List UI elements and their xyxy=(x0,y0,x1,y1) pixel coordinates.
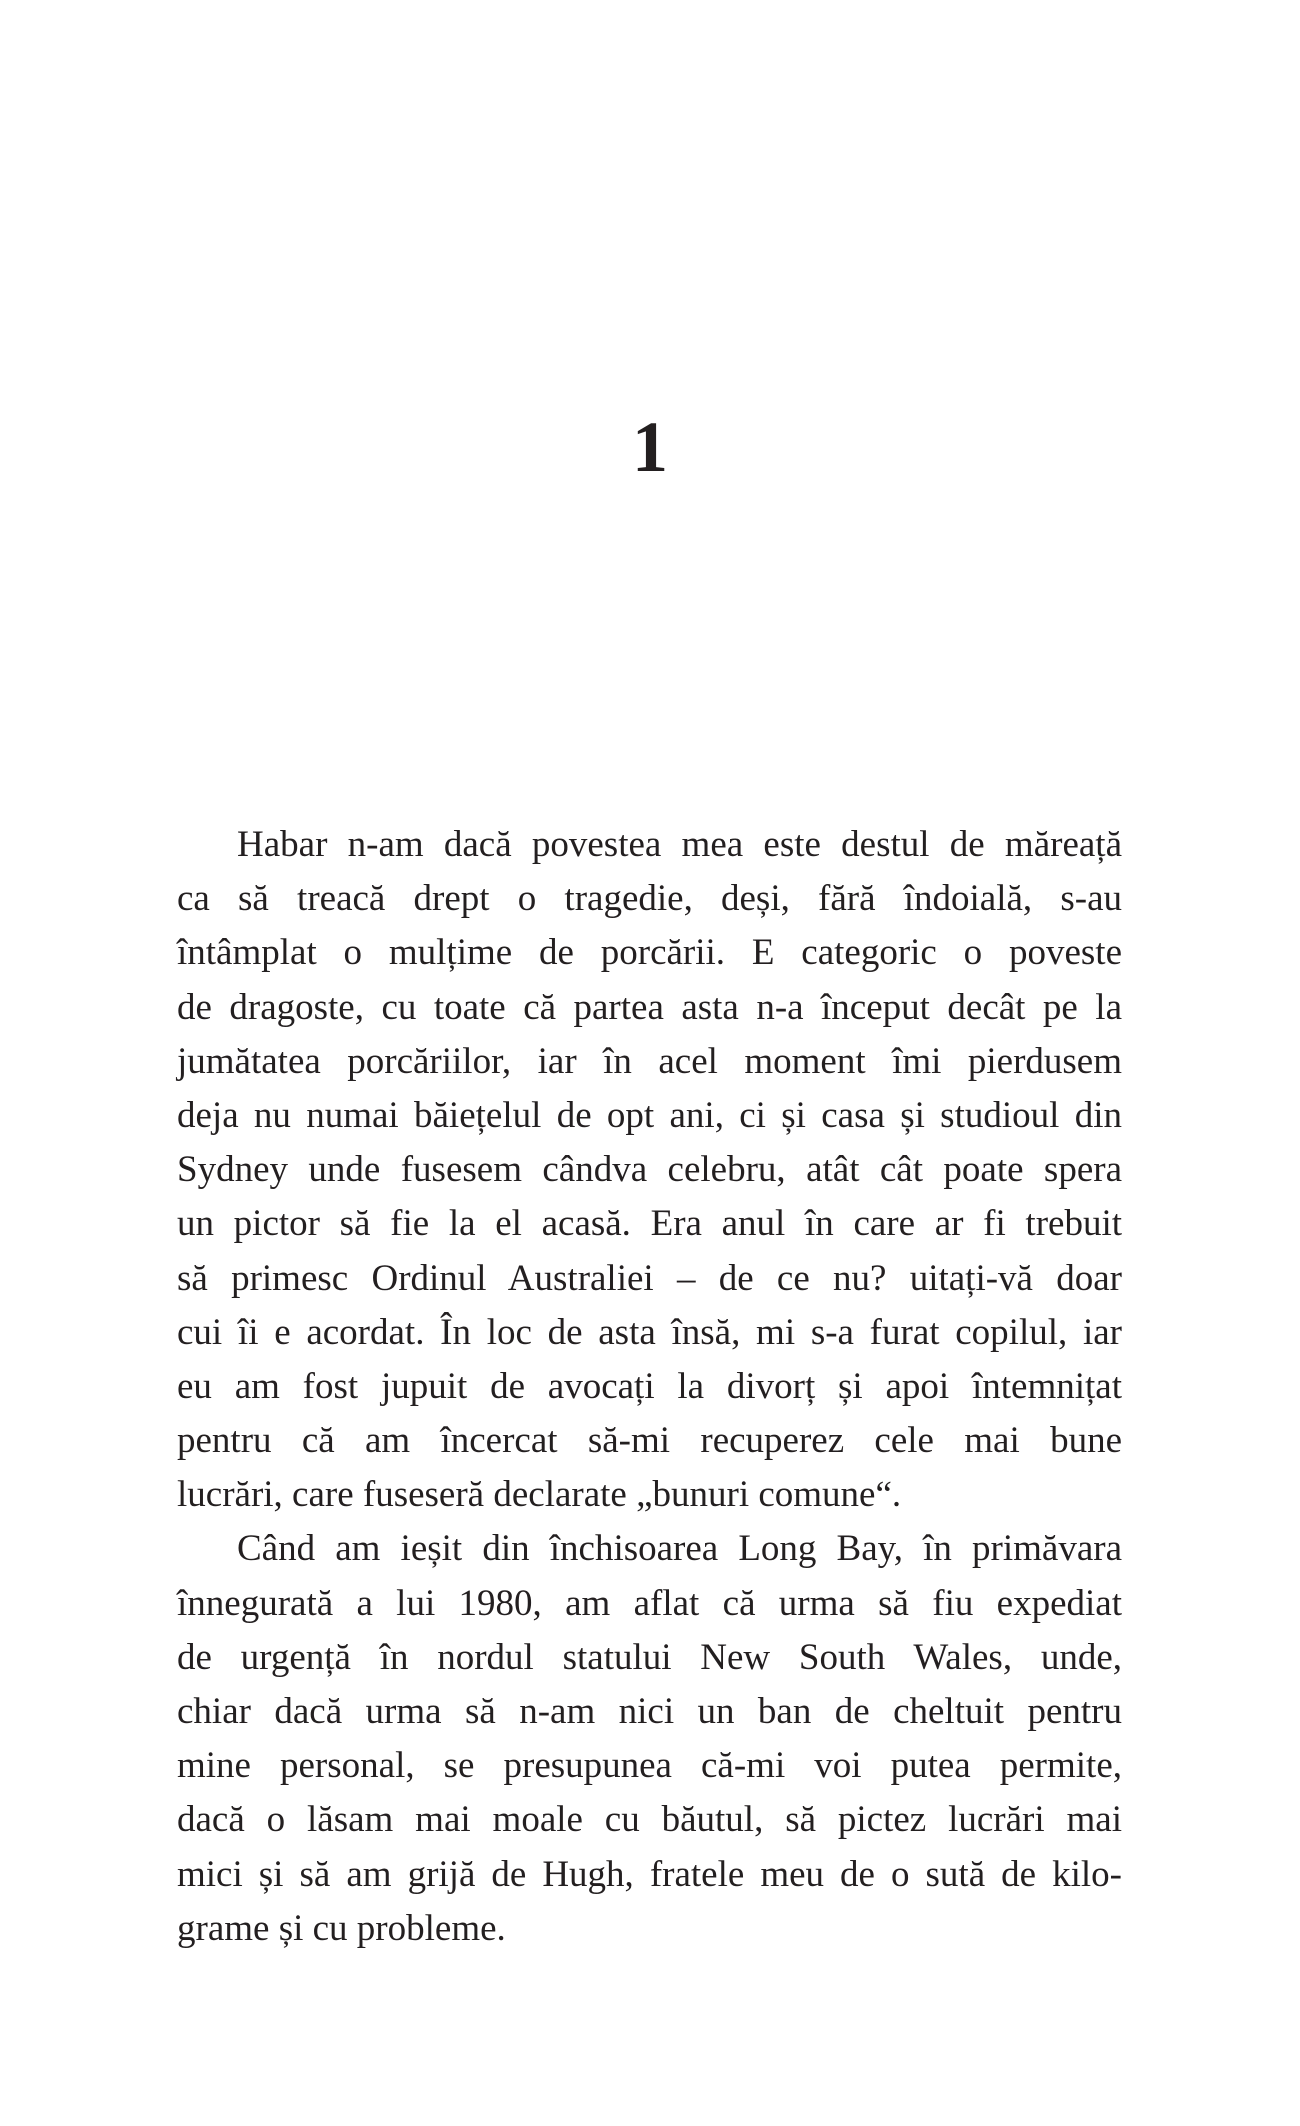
text-line: mici și să am grijă de Hugh, fratele meu de o sută de kilo- xyxy=(177,1853,1122,1895)
paragraph xyxy=(177,818,1122,1522)
text-line: ca să treacă drept o tragedie, deși, fără îndoială, s-au xyxy=(177,878,1122,920)
text-line: mine personal, se presupunea că-mi voi putea permite, xyxy=(177,1745,1122,1787)
text-line: lucrări, care fuseseră declarate „bunuri comune“. xyxy=(177,1474,902,1516)
text-line: Sydney unde fusesem cândva celebru, atât cât poate spera xyxy=(177,1149,1122,1191)
text-line: înnegurată a lui 1980, am aflat că urma să fiu expediat xyxy=(177,1582,1122,1624)
text-line: un pictor să fie la el acasă. Era anul în care ar fi trebuit xyxy=(177,1203,1122,1245)
text-line: grame și cu probleme. xyxy=(177,1907,506,1949)
body-text xyxy=(177,818,1122,1956)
text-line: eu am fost jupuit de avocați la divorț și apoi întemnițat xyxy=(177,1365,1122,1407)
text-line: pentru că am încercat să-mi recuperez cele mai bune xyxy=(177,1420,1122,1462)
text-line: cui îi e acordat. În loc de asta însă, mi s-a furat copilul, iar xyxy=(177,1311,1122,1353)
text-line: deja nu numai băiețelul de opt ani, ci și casa și studioul din xyxy=(177,1094,1122,1136)
text-line: dacă o lăsam mai moale cu băutul, să pictez lucrări mai xyxy=(177,1799,1122,1841)
text-line: chiar dacă urma să n-am nici un ban de cheltuit pentru xyxy=(177,1691,1122,1732)
text-line: jumătatea porcăriilor, iar în acel moment îmi pierdusem xyxy=(177,1040,1122,1082)
text-line: întâmplat o mulțime de porcării. E categoric o poveste xyxy=(177,932,1122,974)
paragraph xyxy=(177,1522,1122,1956)
text-line: de dragoste, cu toate că partea asta n-a început decât pe la xyxy=(177,986,1122,1028)
chapter-number: 1 xyxy=(632,407,668,487)
text-line: să primesc Ordinul Australiei – de ce nu? uitați-vă doar xyxy=(177,1257,1122,1299)
text-line: Habar n-am dacă povestea mea este destul de măreață xyxy=(237,824,1122,865)
text-line: de urgență în nordul statului New South Wales, unde, xyxy=(177,1636,1122,1678)
text-line: Când am ieșit din închisoarea Long Bay, în primăvara xyxy=(237,1528,1122,1570)
